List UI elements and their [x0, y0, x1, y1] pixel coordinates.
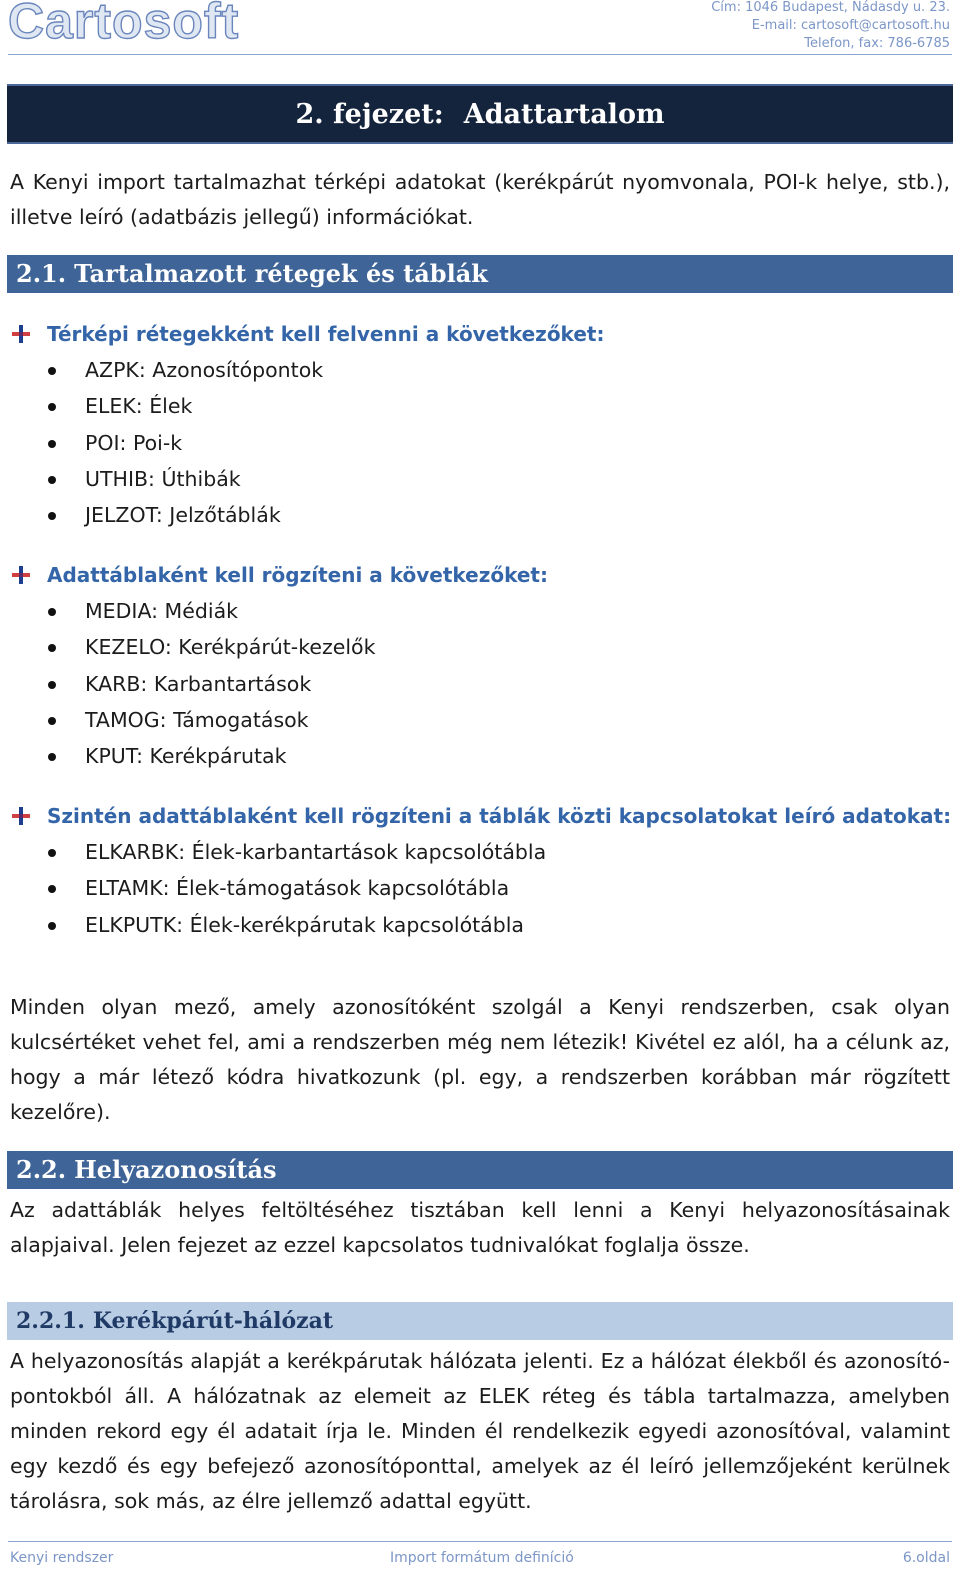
list-item: MEDIA: Médiák — [48, 593, 375, 629]
group-title-map-layers — [10, 319, 604, 349]
section-heading-2-2 — [7, 1151, 953, 1189]
bullet-icon — [48, 644, 56, 652]
pushpin-icon — [10, 564, 32, 586]
bullet-icon — [48, 403, 56, 411]
pushpin-icon — [10, 805, 32, 827]
list-item: UTHIB: Úthibák — [48, 461, 323, 497]
bullet-icon — [48, 922, 56, 930]
footer-left: Kenyi rendszer — [10, 1550, 114, 1566]
section-number: 2.1. — [16, 259, 67, 288]
section-title: Helyazonosítás — [74, 1155, 277, 1184]
group-title-link-tables — [10, 801, 951, 831]
list-item: ELKARBK: Élek-karbantartások kapcsolótábla — [48, 834, 546, 870]
page-header — [0, 0, 960, 56]
bullet-icon — [48, 476, 56, 484]
company-logo: Cartosoft — [8, 0, 240, 49]
chapter-number: 2. fejezet: — [295, 98, 444, 130]
contact-address: Cím: 1046 Budapest, Nádasdy u. 23. — [711, 0, 950, 15]
footer-center: Import formátum definíció — [390, 1550, 574, 1566]
bullet-icon — [48, 849, 56, 857]
subsection-heading-2-2-1 — [7, 1302, 953, 1340]
bullet-icon — [48, 440, 56, 448]
list-item: KARB: Karbantartások — [48, 666, 375, 702]
map-layers-list — [48, 352, 323, 533]
bullet-icon — [48, 885, 56, 893]
bullet-icon — [48, 608, 56, 616]
section-title: Tartalmazott rétegek és táblák — [74, 259, 488, 288]
contact-email: E-mail: cartosoft@cartosoft.hu — [751, 18, 950, 33]
pushpin-icon — [10, 323, 32, 345]
contact-info — [711, 0, 950, 53]
bullet-icon — [48, 717, 56, 725]
list-item: KEZELO: Kerékpárút-kezelők — [48, 629, 375, 665]
intro-paragraph: A Kenyi import tartalmazhat térképi adatokat (kerékpárút nyomvonala, POI-k helye, stb.), illetve leíró (adatbázis jellegű) információkat. — [10, 170, 950, 229]
footer-page-number: 6.oldal — [902, 1550, 950, 1566]
list-item: TAMOG: Támogatások — [48, 702, 375, 738]
bullet-icon — [48, 681, 56, 689]
section-number: 2.2. — [16, 1155, 67, 1184]
chapter-heading — [7, 84, 953, 144]
bullet-icon — [48, 753, 56, 761]
data-tables-list — [48, 593, 375, 774]
footer-divider — [8, 1541, 952, 1542]
group-title-data-tables — [10, 560, 548, 590]
list-item: KPUT: Kerékpárutak — [48, 738, 375, 774]
list-item: JELZOT: Jelzőtáblák — [48, 497, 323, 533]
header-divider — [8, 54, 952, 55]
group-title-text: Térképi rétegekként kell felvenni a következőket: — [47, 322, 605, 346]
subsection-title: Kerékpárút-hálózat — [92, 1308, 334, 1334]
section-2-2-paragraph: Az adattáblák helyes feltöltéséhez tisztában kell lenni a Kenyi helyazonosításainak alapjaival. Jelen fejezet az ezzel kapcsolatos tudnivalókat foglalja össze. — [10, 1198, 950, 1257]
key-value-paragraph: Minden olyan mező, amely azonosítóként szolgál a Kenyi rendszerben, csak olyan kulcsértéket vehet fel, ami a rendszerben még nem létezik! Kivétel ez alól, ha a célunk az, hogy a már létező kódra hivatkozunk (pl. egy, a rendszerben korábban már rögzített kezelőre). — [10, 995, 950, 1124]
group-title-text: Adattáblaként kell rögzíteni a következőket: — [47, 563, 548, 587]
list-item: ELEK: Élek — [48, 388, 323, 424]
contact-phone: Telefon, fax: 786-6785 — [804, 36, 950, 51]
section-2-2-1-paragraph: A helyazonosítás alapját a kerékpárutak hálózata jelenti. Ez a hálózat élekből és azonosító-pontokból áll. A hálózatnak az elemeit az ELEK réteg és tábla tartalmazza, amelyben minden rekord egy él adatait írja le. Minden él rendelkezik egyedi azonosítóval, valamint egy kezdő és egy befejező azonosítóponttal, amelyek az él leíró jellemzőjeként kerülnek tárolásra, sok más, az élre jellemző adattal együtt. — [10, 1349, 950, 1513]
list-item: ELKPUTK: Élek-kerékpárutak kapcsolótábla — [48, 907, 546, 943]
group-title-text: Szintén adattáblaként kell rögzíteni a táblák közti kapcsolatokat leíró adatokat: — [47, 804, 952, 828]
bullet-icon — [48, 367, 56, 375]
link-tables-list — [48, 834, 546, 943]
list-item: AZPK: Azonosítópontok — [48, 352, 323, 388]
list-item: POI: Poi-k — [48, 425, 323, 461]
chapter-title: Adattartalom — [463, 98, 665, 130]
list-item: ELTAMK: Élek-támogatások kapcsolótábla — [48, 870, 546, 906]
subsection-number: 2.2.1. — [16, 1308, 85, 1334]
section-heading-2-1 — [7, 255, 953, 293]
bullet-icon — [48, 512, 56, 520]
